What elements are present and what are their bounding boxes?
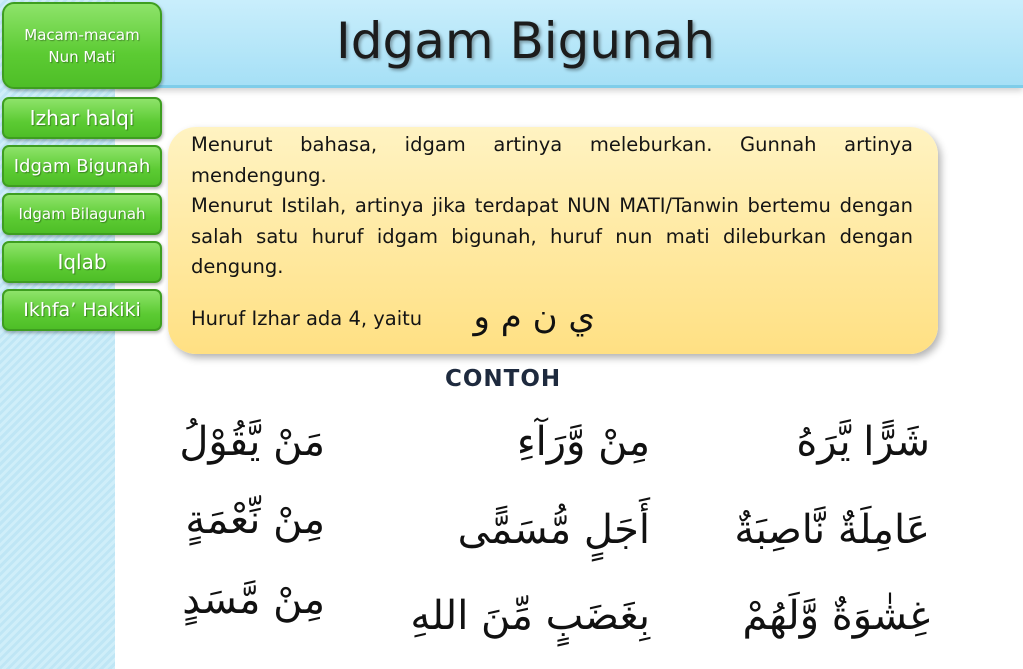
huruf-label: Huruf Izhar ada 4, yaitu bbox=[191, 307, 423, 330]
examples-title: CONTOH bbox=[445, 366, 562, 392]
page-title: Idgam Bigunah bbox=[336, 12, 716, 70]
example-r3-c2: بِغَضَبٍ مِّنَ اللهِ bbox=[410, 593, 650, 639]
nav-button-iqlab[interactable]: Iqlab bbox=[2, 241, 162, 283]
huruf-letters: ي ن م و bbox=[473, 297, 595, 337]
example-r1-c2: مِنْ وَّرَآءِ bbox=[516, 419, 650, 465]
nav-button-ikhfa-hakiki[interactable]: Ikhfa’ Hakiki bbox=[2, 289, 162, 331]
example-r1-c1: شَرًّا يَّرَهُ bbox=[796, 419, 930, 465]
nav-button-izhar-halqi[interactable]: Izhar halqi bbox=[2, 97, 162, 139]
definition-bahasa: Menurut bahasa, idgam artinya meleburkan. Gunnah artinya mendengung. bbox=[191, 133, 913, 187]
example-r3-c1: غِشٰوَةٌ وَّلَهُمْ bbox=[742, 593, 930, 639]
nav-button-idgam-bilagunah[interactable]: Idgam Bilagunah bbox=[2, 193, 162, 235]
example-r3-c3: مِنْ مَّسَدٍ bbox=[182, 577, 325, 623]
example-r2-c2: أَجَلٍ مُّسَمًّى bbox=[457, 507, 650, 553]
nav-button-idgam-bigunah[interactable]: Idgam Bigunah bbox=[2, 145, 162, 187]
definition-istilah: Menurut Istilah, artinya jika terdapat NUN MATI/Tanwin bertemu dengan salah satu huruf idgam bigunah, huruf nun mati dileburkan dengan dengung. bbox=[191, 194, 913, 278]
example-r2-c3: مِنْ نِّعْمَةٍ bbox=[185, 497, 325, 543]
example-r2-c1: عَامِلَةٌ نَّاصِبَةٌ bbox=[734, 507, 930, 553]
example-r1-c3: مَنْ يَّقُوْلُ bbox=[179, 419, 325, 465]
definition-text bbox=[191, 130, 913, 283]
nav-button-macam-macam-nun-mati[interactable]: Macam-macam Nun Mati bbox=[2, 2, 162, 89]
